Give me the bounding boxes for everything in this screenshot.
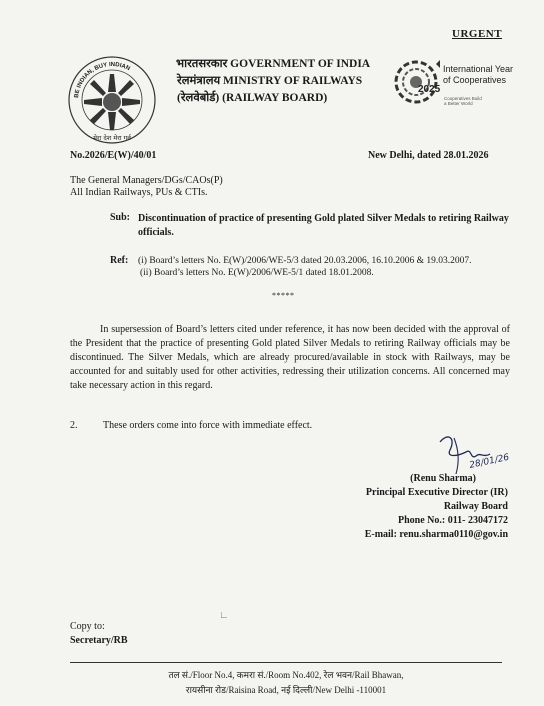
handwritten-date: 28/01/26 — [468, 452, 511, 471]
emblem-arc-text: BE INDIAN, BUY INDIAN — [74, 61, 131, 99]
signatory-designation: Principal Executive Director (IR) — [365, 487, 508, 498]
addressee-line-2: All Indian Railways, PUs & CTIs. — [70, 187, 208, 198]
letterhead — [176, 56, 370, 107]
addressee — [70, 175, 223, 199]
reference-list — [138, 255, 510, 279]
copy-to-label: Copy to: — [70, 621, 105, 632]
indian-railways-emblem-icon — [66, 54, 158, 146]
coop-title-line-1: International Year — [443, 64, 514, 74]
reference-label: Ref: — [110, 255, 129, 266]
coop-tagline-line-2: a Better World — [444, 101, 473, 106]
copy-to-recipient: Secretary/RB — [70, 635, 128, 646]
letterhead-line-2: रेलमंत्रालय MINISTRY OF RAILWAYS — [177, 75, 363, 87]
letterhead-line-1: भारतसरकार GOVERNMENT OF INDIA — [176, 58, 371, 70]
letter-date: New Delhi, dated 28.01.2026 — [368, 150, 489, 161]
footer-line-2: रायसीना रोड/Raisina Road, नई दिल्ली/New Delhi -110001 — [185, 685, 387, 695]
cooperatives-year-logo-icon — [392, 52, 522, 122]
letterhead-line-3: (रेलवेबोर्ड) (RAILWAY BOARD) — [177, 92, 328, 104]
reference-item-2: (ii) Board’s letters No. E(W)/2006/WE-5/1 dated 18.01.2008. — [140, 268, 374, 278]
subject-label: Sub: — [110, 212, 131, 223]
reference-number: No.2026/E(W)/40/01 — [70, 150, 157, 161]
coop-year: 2025 — [418, 84, 441, 95]
coop-title-line-2: of Cooperatives — [443, 75, 507, 85]
footer-line-1: तल सं./Floor No.4, कमरा सं./Room No.402, रेल भवन/Rail Bhawan, — [168, 670, 404, 680]
paragraph-2-text: These orders come into force with immediate effect. — [103, 420, 313, 431]
urgent-label: URGENT — [452, 28, 503, 40]
signatory-office: Railway Board — [443, 501, 508, 512]
paragraph-2-number: 2. — [70, 420, 78, 431]
signatory-phone: Phone No.: 011- 23047172 — [398, 515, 508, 526]
paragraph-1 — [70, 323, 510, 393]
subject-text: Discontinuation of practice of presenting Gold plated Silver Medals to retiring Railway officials. — [138, 213, 509, 238]
coop-tagline-line-1: Cooperatives Build — [444, 96, 482, 101]
reference-item-1: (i) Board’s letters No. E(W)/2006/WE-5/3 dated 20.03.2006, 16.10.2006 & 19.03.2007. — [138, 256, 472, 266]
coop-tagline — [444, 96, 482, 106]
copy-to — [70, 620, 128, 648]
addressee-line-1: The General Managers/DGs/CAOs(P) — [70, 175, 223, 186]
signatory-name: (Renu Sharma) — [410, 473, 476, 484]
signatory-email: E-mail: renu.sharma0110@gov.in — [364, 529, 508, 540]
pen-mark-icon: ∟ — [219, 610, 229, 621]
signature-block — [300, 472, 508, 542]
footer-divider — [70, 662, 502, 663]
coop-title — [443, 64, 513, 86]
separator-stars: ***** — [272, 291, 295, 300]
footer-address — [70, 668, 502, 698]
paragraph-1-text: In supersession of Board’s letters cited under reference, it has now been decided with the approval of the President that the practice of presenting Gold plated Silver Medals to retiring Railway officials may be discontinued. The Silver Medals, which are already procured/available in stock with Railways, may be accounted for and suitably used for other activities, redressing their utilization concerns. All concerned may take necessary action in this regard. — [70, 324, 510, 391]
emblem-bottom-text: मेरा देश मेरा गर्व — [93, 134, 131, 142]
